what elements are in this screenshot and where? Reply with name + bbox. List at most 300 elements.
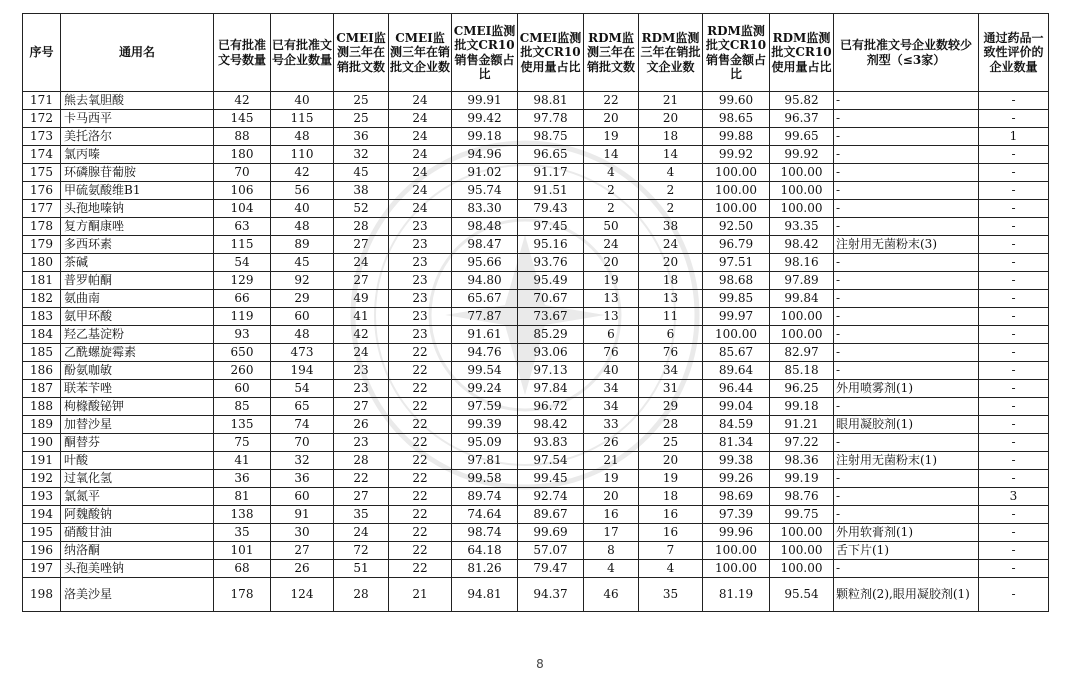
- value-cell: 38: [334, 182, 389, 200]
- value-cell: 36: [214, 470, 271, 488]
- value-cell: 38: [639, 218, 703, 236]
- value-cell: 56: [271, 182, 334, 200]
- value-cell: 95.09: [452, 434, 518, 452]
- value-cell: 48: [271, 128, 334, 146]
- value-cell: 473: [271, 344, 334, 362]
- value-cell: 97.22: [770, 434, 834, 452]
- value-cell: 23: [334, 434, 389, 452]
- value-cell: 70: [214, 164, 271, 182]
- value-cell: 14: [584, 146, 639, 164]
- data-table: [22, 13, 1049, 612]
- row-number: 188: [23, 398, 61, 416]
- value-cell: 54: [271, 380, 334, 398]
- value-cell: 145: [214, 110, 271, 128]
- consistency-count-cell: -: [979, 182, 1049, 200]
- value-cell: 32: [271, 452, 334, 470]
- column-header: RDM监测批文CR10使用量占比: [770, 14, 834, 92]
- value-cell: 97.45: [518, 218, 584, 236]
- value-cell: 17: [584, 524, 639, 542]
- value-cell: 99.19: [770, 470, 834, 488]
- value-cell: 4: [584, 560, 639, 578]
- value-cell: 22: [389, 452, 452, 470]
- value-cell: 27: [334, 272, 389, 290]
- value-cell: 100.00: [703, 326, 770, 344]
- value-cell: 178: [214, 578, 271, 612]
- value-cell: 24: [639, 236, 703, 254]
- table-row: [23, 164, 1049, 182]
- value-cell: 20: [584, 110, 639, 128]
- consistency-count-cell: -: [979, 524, 1049, 542]
- value-cell: 28: [334, 218, 389, 236]
- consistency-count-cell: -: [979, 470, 1049, 488]
- value-cell: 28: [639, 416, 703, 434]
- value-cell: 98.36: [770, 452, 834, 470]
- generic-name-cell: 联苯苄唑: [61, 380, 214, 398]
- value-cell: 60: [271, 308, 334, 326]
- consistency-count-cell: -: [979, 578, 1049, 612]
- dosage-form-cell: -: [834, 362, 979, 380]
- value-cell: 36: [271, 470, 334, 488]
- column-header: RDM监测三年在销批文数: [584, 14, 639, 92]
- value-cell: 33: [584, 416, 639, 434]
- value-cell: 94.80: [452, 272, 518, 290]
- value-cell: 26: [584, 434, 639, 452]
- row-number: 179: [23, 236, 61, 254]
- row-number: 172: [23, 110, 61, 128]
- value-cell: 29: [271, 290, 334, 308]
- value-cell: 28: [334, 578, 389, 612]
- table-row: [23, 560, 1049, 578]
- row-number: 186: [23, 362, 61, 380]
- consistency-count-cell: -: [979, 164, 1049, 182]
- value-cell: 124: [271, 578, 334, 612]
- value-cell: 73.67: [518, 308, 584, 326]
- value-cell: 98.69: [703, 488, 770, 506]
- consistency-count-cell: -: [979, 398, 1049, 416]
- value-cell: 97.84: [518, 380, 584, 398]
- generic-name-cell: 头孢美唑钠: [61, 560, 214, 578]
- value-cell: 11: [639, 308, 703, 326]
- value-cell: 50: [584, 218, 639, 236]
- table-row: [23, 218, 1049, 236]
- table-row: [23, 200, 1049, 218]
- value-cell: 23: [389, 218, 452, 236]
- value-cell: 26: [334, 416, 389, 434]
- value-cell: 96.65: [518, 146, 584, 164]
- consistency-count-cell: -: [979, 110, 1049, 128]
- value-cell: 77.87: [452, 308, 518, 326]
- value-cell: 2: [639, 200, 703, 218]
- dosage-form-cell: -: [834, 146, 979, 164]
- generic-name-cell: 酚氨咖敏: [61, 362, 214, 380]
- value-cell: 14: [639, 146, 703, 164]
- value-cell: 60: [214, 380, 271, 398]
- value-cell: 20: [639, 110, 703, 128]
- value-cell: 97.89: [770, 272, 834, 290]
- generic-name-cell: 过氧化氢: [61, 470, 214, 488]
- value-cell: 24: [584, 236, 639, 254]
- consistency-count-cell: -: [979, 146, 1049, 164]
- value-cell: 99.18: [770, 398, 834, 416]
- value-cell: 99.65: [770, 128, 834, 146]
- value-cell: 22: [389, 488, 452, 506]
- dosage-form-cell: -: [834, 110, 979, 128]
- value-cell: 180: [214, 146, 271, 164]
- value-cell: 28: [334, 452, 389, 470]
- value-cell: 99.69: [518, 524, 584, 542]
- row-number: 197: [23, 560, 61, 578]
- column-header: CMEI监测三年在销批文数: [334, 14, 389, 92]
- generic-name-cell: 多西环素: [61, 236, 214, 254]
- consistency-count-cell: -: [979, 254, 1049, 272]
- value-cell: 27: [334, 488, 389, 506]
- row-number: 191: [23, 452, 61, 470]
- column-header: RDM监测批文CR10销售金额占比: [703, 14, 770, 92]
- value-cell: 81.19: [703, 578, 770, 612]
- value-cell: 65.67: [452, 290, 518, 308]
- value-cell: 52: [334, 200, 389, 218]
- value-cell: 24: [389, 164, 452, 182]
- value-cell: 110: [271, 146, 334, 164]
- value-cell: 115: [214, 236, 271, 254]
- value-cell: 94.96: [452, 146, 518, 164]
- generic-name-cell: 羟乙基淀粉: [61, 326, 214, 344]
- value-cell: 20: [639, 254, 703, 272]
- generic-name-cell: 阿魏酸钠: [61, 506, 214, 524]
- value-cell: 27: [271, 542, 334, 560]
- table-row: [23, 452, 1049, 470]
- value-cell: 81: [214, 488, 271, 506]
- dosage-form-cell: -: [834, 488, 979, 506]
- table-row: [23, 290, 1049, 308]
- generic-name-cell: 氨甲环酸: [61, 308, 214, 326]
- row-number: 173: [23, 128, 61, 146]
- value-cell: 79.47: [518, 560, 584, 578]
- row-number: 189: [23, 416, 61, 434]
- value-cell: 48: [271, 326, 334, 344]
- value-cell: 22: [389, 344, 452, 362]
- table-row: [23, 92, 1049, 110]
- generic-name-cell: 酮替芬: [61, 434, 214, 452]
- consistency-count-cell: -: [979, 200, 1049, 218]
- value-cell: 106: [214, 182, 271, 200]
- value-cell: 89.74: [452, 488, 518, 506]
- row-number: 183: [23, 308, 61, 326]
- value-cell: 21: [389, 578, 452, 612]
- value-cell: 99.45: [518, 470, 584, 488]
- value-cell: 97.51: [703, 254, 770, 272]
- value-cell: 51: [334, 560, 389, 578]
- row-number: 182: [23, 290, 61, 308]
- column-header: 已有批准文号企业数量: [271, 14, 334, 92]
- value-cell: 99.42: [452, 110, 518, 128]
- value-cell: 24: [389, 200, 452, 218]
- table-row: [23, 506, 1049, 524]
- value-cell: 93.76: [518, 254, 584, 272]
- row-number: 177: [23, 200, 61, 218]
- value-cell: 98.16: [770, 254, 834, 272]
- row-number: 174: [23, 146, 61, 164]
- generic-name-cell: 纳洛酮: [61, 542, 214, 560]
- row-number: 195: [23, 524, 61, 542]
- table-row: [23, 146, 1049, 164]
- value-cell: 96.79: [703, 236, 770, 254]
- value-cell: 20: [584, 254, 639, 272]
- dosage-form-cell: -: [834, 398, 979, 416]
- value-cell: 91.17: [518, 164, 584, 182]
- value-cell: 93.06: [518, 344, 584, 362]
- value-cell: 99.39: [452, 416, 518, 434]
- value-cell: 96.44: [703, 380, 770, 398]
- generic-name-cell: 氨曲南: [61, 290, 214, 308]
- value-cell: 98.48: [452, 218, 518, 236]
- dosage-form-cell: -: [834, 434, 979, 452]
- value-cell: 13: [584, 290, 639, 308]
- value-cell: 68: [214, 560, 271, 578]
- generic-name-cell: 硝酸甘油: [61, 524, 214, 542]
- value-cell: 19: [584, 128, 639, 146]
- table-row: [23, 308, 1049, 326]
- consistency-count-cell: -: [979, 560, 1049, 578]
- dosage-form-cell: -: [834, 182, 979, 200]
- consistency-count-cell: -: [979, 236, 1049, 254]
- value-cell: 85.18: [770, 362, 834, 380]
- value-cell: 115: [271, 110, 334, 128]
- row-number: 194: [23, 506, 61, 524]
- value-cell: 100.00: [703, 200, 770, 218]
- value-cell: 57.07: [518, 542, 584, 560]
- dosage-form-cell: -: [834, 506, 979, 524]
- value-cell: 194: [271, 362, 334, 380]
- value-cell: 93.35: [770, 218, 834, 236]
- dosage-form-cell: 眼用凝胶剂(1): [834, 416, 979, 434]
- value-cell: 2: [584, 200, 639, 218]
- value-cell: 34: [584, 380, 639, 398]
- value-cell: 22: [389, 560, 452, 578]
- table-row: [23, 398, 1049, 416]
- value-cell: 70.67: [518, 290, 584, 308]
- value-cell: 4: [639, 560, 703, 578]
- value-cell: 95.16: [518, 236, 584, 254]
- value-cell: 138: [214, 506, 271, 524]
- table-row: [23, 182, 1049, 200]
- value-cell: 32: [334, 146, 389, 164]
- table-row: [23, 578, 1049, 612]
- value-cell: 35: [334, 506, 389, 524]
- value-cell: 42: [334, 326, 389, 344]
- value-cell: 99.92: [770, 146, 834, 164]
- value-cell: 99.58: [452, 470, 518, 488]
- consistency-count-cell: 3: [979, 488, 1049, 506]
- value-cell: 19: [584, 272, 639, 290]
- generic-name-cell: 复方酮康唑: [61, 218, 214, 236]
- value-cell: 4: [639, 164, 703, 182]
- value-cell: 23: [389, 290, 452, 308]
- value-cell: 88: [214, 128, 271, 146]
- consistency-count-cell: -: [979, 326, 1049, 344]
- consistency-count-cell: -: [979, 434, 1049, 452]
- column-header: 通用名: [61, 14, 214, 92]
- table-row: [23, 362, 1049, 380]
- dosage-form-cell: -: [834, 326, 979, 344]
- value-cell: 60: [271, 488, 334, 506]
- generic-name-cell: 氯氮平: [61, 488, 214, 506]
- value-cell: 98.81: [518, 92, 584, 110]
- value-cell: 95.82: [770, 92, 834, 110]
- column-header: 已有批准文号企业数较少剂型（≤3家）: [834, 14, 979, 92]
- dosage-form-cell: 注射用无菌粉末(3): [834, 236, 979, 254]
- value-cell: 96.25: [770, 380, 834, 398]
- value-cell: 42: [214, 92, 271, 110]
- value-cell: 100.00: [770, 182, 834, 200]
- dosage-form-cell: 颗粒剂(2),眼用凝胶剂(1): [834, 578, 979, 612]
- page-number: 8: [536, 657, 544, 671]
- value-cell: 22: [389, 506, 452, 524]
- generic-name-cell: 美托洛尔: [61, 128, 214, 146]
- value-cell: 95.66: [452, 254, 518, 272]
- value-cell: 49: [334, 290, 389, 308]
- table-row: [23, 416, 1049, 434]
- value-cell: 45: [334, 164, 389, 182]
- value-cell: 95.49: [518, 272, 584, 290]
- value-cell: 98.74: [452, 524, 518, 542]
- value-cell: 99.84: [770, 290, 834, 308]
- value-cell: 36: [334, 128, 389, 146]
- dosage-form-cell: -: [834, 308, 979, 326]
- value-cell: 99.54: [452, 362, 518, 380]
- row-number: 185: [23, 344, 61, 362]
- value-cell: 99.75: [770, 506, 834, 524]
- value-cell: 21: [639, 92, 703, 110]
- column-header: CMEI监测批文CR10销售金额占比: [452, 14, 518, 92]
- table-row: [23, 380, 1049, 398]
- value-cell: 24: [334, 254, 389, 272]
- value-cell: 25: [334, 92, 389, 110]
- value-cell: 63: [214, 218, 271, 236]
- value-cell: 24: [389, 182, 452, 200]
- value-cell: 99.24: [452, 380, 518, 398]
- value-cell: 64.18: [452, 542, 518, 560]
- generic-name-cell: 环磷腺苷葡胺: [61, 164, 214, 182]
- generic-name-cell: 卡马西平: [61, 110, 214, 128]
- value-cell: 89.67: [518, 506, 584, 524]
- table-row: [23, 254, 1049, 272]
- value-cell: 92.74: [518, 488, 584, 506]
- value-cell: 22: [389, 434, 452, 452]
- value-cell: 76: [639, 344, 703, 362]
- table-row: [23, 470, 1049, 488]
- table-row: [23, 542, 1049, 560]
- value-cell: 81.26: [452, 560, 518, 578]
- consistency-count-cell: -: [979, 92, 1049, 110]
- value-cell: 95.54: [770, 578, 834, 612]
- generic-name-cell: 叶酸: [61, 452, 214, 470]
- value-cell: 22: [389, 470, 452, 488]
- table-row: [23, 434, 1049, 452]
- value-cell: 96.37: [770, 110, 834, 128]
- row-number: 178: [23, 218, 61, 236]
- consistency-count-cell: -: [979, 380, 1049, 398]
- value-cell: 99.26: [703, 470, 770, 488]
- table-row: [23, 344, 1049, 362]
- value-cell: 99.96: [703, 524, 770, 542]
- value-cell: 35: [639, 578, 703, 612]
- row-number: 196: [23, 542, 61, 560]
- value-cell: 92.50: [703, 218, 770, 236]
- generic-name-cell: 普罗帕酮: [61, 272, 214, 290]
- column-header: 通过药品一致性评价的企业数量: [979, 14, 1049, 92]
- value-cell: 8: [584, 542, 639, 560]
- generic-name-cell: 头孢地嗪钠: [61, 200, 214, 218]
- value-cell: 99.91: [452, 92, 518, 110]
- value-cell: 16: [584, 506, 639, 524]
- row-number: 192: [23, 470, 61, 488]
- generic-name-cell: 茶碱: [61, 254, 214, 272]
- value-cell: 54: [214, 254, 271, 272]
- dosage-form-cell: -: [834, 254, 979, 272]
- value-cell: 18: [639, 488, 703, 506]
- table-row: [23, 128, 1049, 146]
- value-cell: 22: [389, 398, 452, 416]
- value-cell: 42: [271, 164, 334, 182]
- value-cell: 650: [214, 344, 271, 362]
- value-cell: 22: [389, 416, 452, 434]
- value-cell: 92: [271, 272, 334, 290]
- dosage-form-cell: -: [834, 128, 979, 146]
- value-cell: 81.34: [703, 434, 770, 452]
- value-cell: 98.68: [703, 272, 770, 290]
- consistency-count-cell: -: [979, 452, 1049, 470]
- consistency-count-cell: -: [979, 272, 1049, 290]
- value-cell: 23: [389, 254, 452, 272]
- value-cell: 96.72: [518, 398, 584, 416]
- dosage-form-cell: -: [834, 164, 979, 182]
- value-cell: 101: [214, 542, 271, 560]
- value-cell: 24: [334, 344, 389, 362]
- value-cell: 41: [334, 308, 389, 326]
- value-cell: 75: [214, 434, 271, 452]
- value-cell: 34: [584, 398, 639, 416]
- value-cell: 22: [389, 362, 452, 380]
- value-cell: 99.92: [703, 146, 770, 164]
- value-cell: 45: [271, 254, 334, 272]
- value-cell: 94.37: [518, 578, 584, 612]
- value-cell: 40: [584, 362, 639, 380]
- consistency-count-cell: -: [979, 344, 1049, 362]
- value-cell: 31: [639, 380, 703, 398]
- value-cell: 99.04: [703, 398, 770, 416]
- header-row: [23, 14, 1049, 92]
- dosage-form-cell: -: [834, 218, 979, 236]
- value-cell: 18: [639, 128, 703, 146]
- generic-name-cell: 枸橼酸铋钾: [61, 398, 214, 416]
- value-cell: 97.13: [518, 362, 584, 380]
- value-cell: 100.00: [770, 308, 834, 326]
- generic-name-cell: 氯丙嗪: [61, 146, 214, 164]
- generic-name-cell: 熊去氧胆酸: [61, 92, 214, 110]
- column-header: 已有批准文号数量: [214, 14, 271, 92]
- value-cell: 13: [639, 290, 703, 308]
- value-cell: 27: [334, 398, 389, 416]
- value-cell: 84.59: [703, 416, 770, 434]
- row-number: 187: [23, 380, 61, 398]
- column-header: 序号: [23, 14, 61, 92]
- value-cell: 24: [389, 128, 452, 146]
- table-row: [23, 524, 1049, 542]
- value-cell: 24: [389, 92, 452, 110]
- value-cell: 4: [584, 164, 639, 182]
- value-cell: 97.59: [452, 398, 518, 416]
